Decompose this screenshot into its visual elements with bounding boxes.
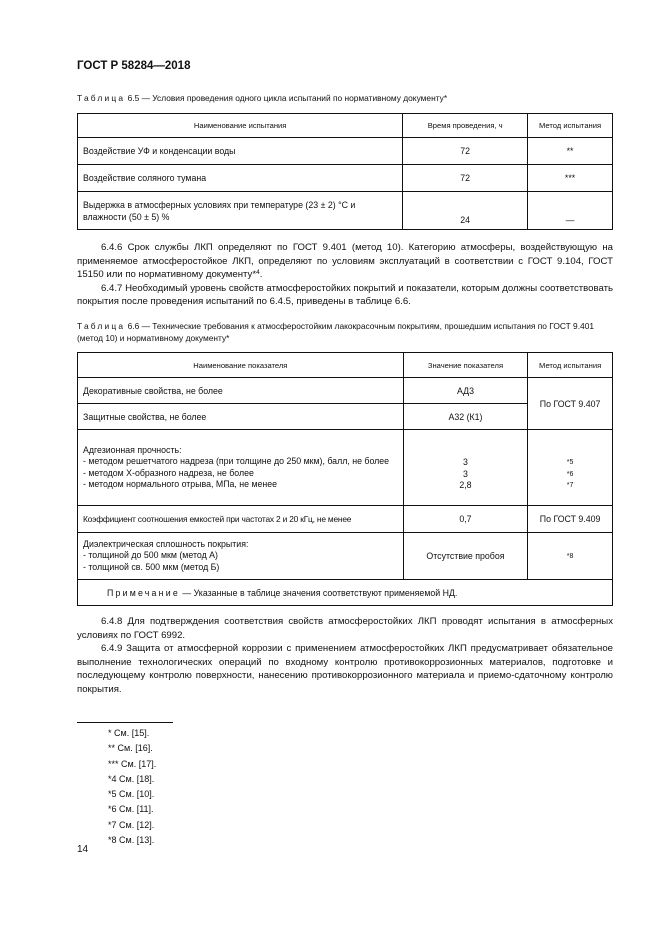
table-6-5 <box>77 113 613 230</box>
table-row <box>78 192 613 230</box>
footnote: * См. [15]. <box>108 728 150 738</box>
cell-value: 3 3 2,8 <box>403 430 528 506</box>
table-label: Таблица <box>77 321 126 331</box>
col-header: Время проведения, ч <box>403 114 528 138</box>
cell-method: По ГОСТ 9.407 <box>528 378 613 430</box>
footnote: *4 См. [18]. <box>108 773 155 784</box>
cell-value: 0,7 <box>403 506 528 533</box>
table-row <box>78 378 613 404</box>
cell-time: 24 <box>403 192 528 230</box>
table-note-row <box>78 580 613 606</box>
table-row <box>78 165 613 192</box>
paragraph: 6.4.8 Для подтверждения соответствия свойств атмосферостойких ЛКП проводят испытания в атмосферных условиях по ГОСТ 6992. <box>77 616 613 641</box>
col-header: Метод испытания <box>528 353 613 378</box>
footnote: *8 См. [13]. <box>108 835 155 846</box>
cell-method: *5 *6 *7 <box>528 430 613 506</box>
cell-method: *8 <box>528 533 613 580</box>
cell-method: — <box>528 192 613 230</box>
table66-caption <box>77 320 609 344</box>
cell-method: По ГОСТ 9.409 <box>528 506 613 533</box>
table-number: 6.5 <box>127 93 140 103</box>
cell-name: Защитные свойства, не более <box>78 404 404 430</box>
cell-value: АД3 <box>403 378 528 404</box>
table-row <box>78 533 613 580</box>
cell-method: *** <box>528 165 613 192</box>
col-header: Наименование испытания <box>78 114 403 138</box>
cell-name: Воздействие соляного тумана <box>78 165 403 192</box>
cell-name: Воздействие УФ и конденсации воды <box>78 138 403 165</box>
cell-value: А32 (К1) <box>403 404 528 430</box>
cell-name: Коэффициент соотношения емкостей при частотах 2 и 20 кГц, не менее <box>78 506 404 533</box>
cell-name: Адгезионная прочность: - методом решетчатого надреза (при толщине до 250 мкм), балл, не более - методом Х-образного надреза, не более - методом нормального отрыва, МПа, не менее <box>78 430 404 506</box>
document-header: ГОСТ Р 58284—2018 <box>77 60 191 72</box>
caption-text: — Условия проведения одного цикла испытаний по нормативному документу* <box>141 93 448 103</box>
col-header: Наименование показателя <box>78 353 404 378</box>
table-note: Примечание — Указанные в таблице значения соответствуют применяемой НД. <box>78 580 613 606</box>
cell-name: Выдержка в атмосферных условиях при температуре (23 ± 2) °С и влажности (50 ± 5) % <box>78 192 403 230</box>
paragraph: 6.4.7 Необходимый уровень свойств атмосферостойких покрытий и показатели, которым должны соответствовать покрытия после проведения испытаний по 6.4.5, приведены в таблице 6.6. <box>77 282 613 307</box>
footnote: *7 См. [12]. <box>108 819 155 830</box>
footnotes <box>108 726 156 848</box>
paragraphs-block-1 <box>77 241 613 309</box>
page-number: 14 <box>77 844 89 855</box>
footnote-divider <box>77 722 173 723</box>
col-header: Значение показателя <box>403 353 528 378</box>
caption-text: — Технические требования к атмосферостойким лакокрасочным покрытиям, прошедшим испытания по ГОСТ 9.401 (метод 10) и нормативному документу* <box>77 321 595 343</box>
cell-method: ** <box>528 138 613 165</box>
cell-name: Диэлектрическая сплошность покрытия: - толщиной до 500 мкм (метод А) - толщиной св. 500 мкм (метод Б) <box>78 533 404 580</box>
table-row <box>78 138 613 165</box>
cell-value: Отсутствие пробоя <box>403 533 528 580</box>
cell-time: 72 <box>403 138 528 165</box>
table-label: Таблица <box>77 93 126 103</box>
table-6-6 <box>77 352 613 606</box>
paragraphs-block-2 <box>77 615 613 696</box>
footnote: *5 См. [10]. <box>108 789 155 800</box>
cell-name: Декоративные свойства, не более <box>78 378 404 404</box>
footnote: *6 См. [11]. <box>108 804 154 815</box>
footnote: *** См. [17]. <box>108 758 157 769</box>
table-number: 6.6 <box>127 321 140 331</box>
cell-time: 72 <box>403 165 528 192</box>
table65-caption <box>77 92 609 104</box>
table-row <box>78 430 613 506</box>
table-row <box>78 506 613 533</box>
paragraph: 6.4.6 Срок службы ЛКП определяют по ГОСТ 9.401 (метод 10). Категорию атмосферы, воздействующую на применяемое атмосферостойкое ЛКП, определяют по условиям эксплуатаций в соответствии с ГОСТ 9.104, ГОСТ 15150 или по нормативному документу*$^4$. <box>77 242 613 280</box>
col-header: Метод испытания <box>528 114 613 138</box>
footnote: ** См. [16]. <box>108 743 153 754</box>
paragraph: 6.4.9 Защита от атмосферной коррозии с применением атмосферостойких ЛКП предусматривает обязательное выполнение технологических операций по входному контролю противокоррозионных материалов, подготовке и последующему контролю поверхности, нанесению противокоррозионного материала и приемо-сдаточному контролю покрытия. <box>77 643 613 695</box>
